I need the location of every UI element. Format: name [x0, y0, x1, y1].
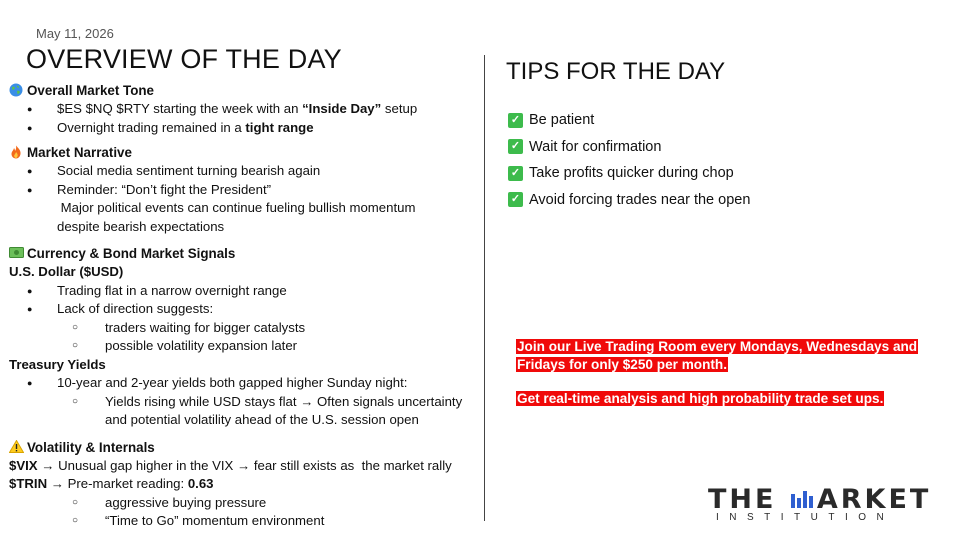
page-title: OVERVIEW OF THE DAY	[26, 44, 342, 74]
date-label: May 11, 2026	[36, 26, 114, 41]
check-icon: ✓	[508, 192, 523, 207]
list-item: ● Social media sentiment turning bearish again	[9, 162, 484, 181]
list-item: ● Lack of direction suggests:	[9, 300, 484, 319]
money-icon	[9, 244, 27, 263]
sub-list-item-continuation: and potential volatility ahead of the U.S. session open	[105, 412, 419, 427]
section-heading-volatility: Volatility & Internals	[9, 438, 484, 457]
subheading-usd: U.S. Dollar ($USD)	[9, 264, 124, 279]
list-item: ● 10-year and 2-year yields both gapped higher Sunday night:	[9, 374, 484, 393]
company-logo: THE ARKET INSTITUTION	[708, 484, 932, 523]
promo-banner	[516, 338, 936, 424]
overview-content	[9, 79, 484, 531]
list-item: ● Trading flat in a narrow overnight range	[9, 282, 484, 301]
section-heading-market-tone: Overall Market Tone	[9, 81, 484, 100]
tips-title: TIPS FOR THE DAY	[506, 58, 726, 85]
tip-item: ✓ Be patient	[508, 107, 750, 134]
list-item: ● Reminder: “Don’t fight the President”	[9, 181, 484, 200]
promo-line-analysis: Get real-time analysis and high probability trade set ups.	[517, 391, 884, 406]
sub-list-item: ○ possible volatility expansion later	[9, 337, 484, 356]
sub-list-item: ○ Yields rising while USD stays flat → Often signals uncertainty	[9, 393, 484, 412]
list-item: ● $ES $NQ $RTY starting the week with an “Inside Day” setup	[9, 100, 484, 119]
tip-item: ✓ Take profits quicker during chop	[508, 160, 750, 187]
list-item: ● Overnight trading remained in a tight range	[9, 119, 484, 138]
sub-list-item: ○ traders waiting for bigger catalysts	[9, 319, 484, 338]
tips-list	[508, 107, 750, 213]
tip-item: ✓ Avoid forcing trades near the open	[508, 187, 750, 214]
sub-list-item: ○ aggressive buying pressure	[9, 494, 484, 513]
subheading-treasury-yields: Treasury Yields	[9, 356, 106, 372]
fire-icon	[9, 143, 27, 162]
list-item-continuation: despite bearish expectations	[57, 218, 225, 234]
check-icon: ✓	[508, 113, 523, 128]
section-heading-market-narrative: Market Narrative	[9, 143, 484, 162]
bar-chart-icon	[791, 488, 815, 508]
tip-item: ✓ Wait for confirmation	[508, 134, 750, 161]
section-heading-currency-bond: Currency & Bond Market Signals	[9, 244, 484, 263]
list-item-continuation: Major political events can continue fueling bullish momentum	[57, 200, 416, 215]
column-divider	[484, 55, 485, 521]
check-icon: ✓	[508, 166, 523, 181]
sub-list-item: ○ “Time to Go” momentum environment	[9, 512, 484, 531]
promo-line-live-room: Join our Live Trading Room every Mondays, Wednesdays and Fridays for only $250 per month.	[517, 339, 918, 372]
vix-line: $VIX → Unusual gap higher in the VIX → fear still exists as the market rally	[9, 457, 452, 473]
globe-icon	[9, 81, 27, 100]
check-icon: ✓	[508, 139, 523, 154]
trin-line: $TRIN → Pre-market reading: 0.63	[9, 476, 214, 491]
warning-icon	[9, 438, 27, 457]
